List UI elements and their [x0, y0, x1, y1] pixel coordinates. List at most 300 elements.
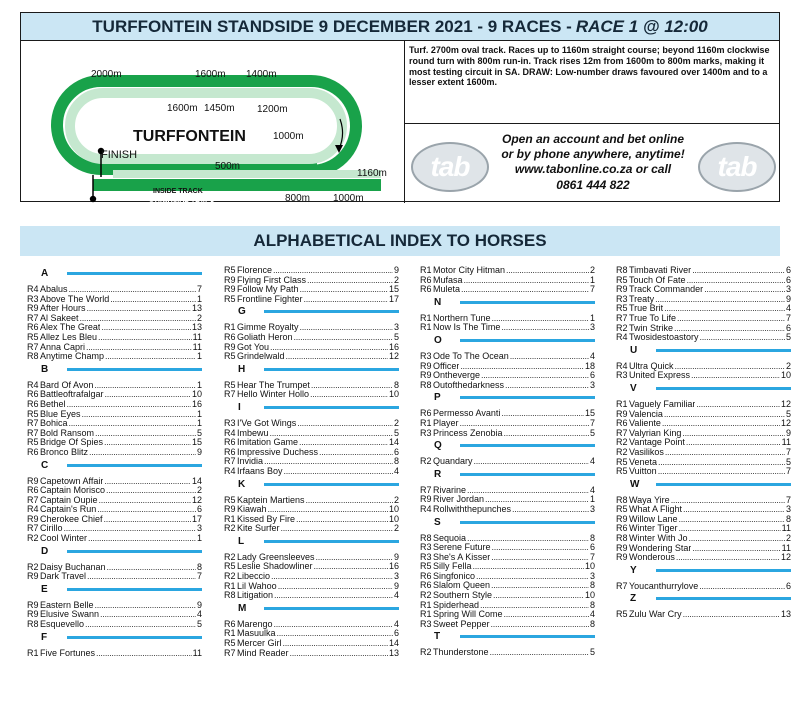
horse-name: Above The World	[40, 294, 110, 304]
leader-dots	[658, 467, 785, 477]
race-number: R6	[27, 322, 39, 333]
leader-dots	[297, 419, 393, 429]
race-number: R3	[420, 542, 432, 553]
race-number: R9	[224, 341, 236, 352]
saddle-number: 9	[393, 265, 399, 275]
horse-name: Youcanthurrylove	[629, 581, 699, 591]
race-number: R9	[27, 475, 39, 486]
horse-name: Captain Oupie	[40, 495, 98, 505]
leader-dots	[490, 648, 589, 658]
race-number: R6	[27, 389, 39, 400]
race-number: R4	[27, 284, 39, 294]
horse-name: Hear The Trumpet	[237, 380, 310, 390]
marker-1000m: 1000m	[333, 193, 364, 204]
saddle-number: 9	[196, 446, 202, 457]
horse-name: Capetown Affair	[40, 476, 104, 486]
letter-section-header	[420, 438, 595, 457]
leader-dots	[464, 276, 589, 286]
leader-dots	[87, 304, 191, 314]
saddle-number: 8	[393, 379, 399, 390]
leader-dots	[476, 572, 589, 582]
saddle-number: 2	[196, 312, 202, 323]
race-number: R5	[616, 466, 628, 477]
section-divider	[264, 368, 399, 371]
horse-name: Sequoia	[433, 533, 467, 543]
race-number: R4	[27, 504, 39, 515]
race-number: R3	[420, 350, 432, 361]
saddle-number: 1	[196, 379, 202, 390]
leader-dots	[655, 295, 785, 305]
saddle-number: 10	[780, 370, 791, 381]
race-number: R7	[27, 494, 39, 505]
section-letter: D	[41, 545, 49, 557]
saddle-number: 1	[589, 274, 595, 285]
saddle-number: 11	[192, 647, 202, 658]
horse-name: Wondering Star	[629, 543, 692, 553]
leader-dots	[491, 553, 589, 563]
race-title	[21, 13, 779, 41]
track-map	[21, 41, 405, 206]
saddle-number: 6	[589, 542, 595, 553]
race-number: R8	[420, 532, 432, 543]
horse-name: Willow Lane	[629, 514, 678, 524]
horse-name: Got You	[237, 342, 270, 352]
horse-entry	[420, 285, 595, 295]
horse-entry	[616, 276, 791, 286]
race-number: R4	[224, 427, 236, 438]
horse-entry	[616, 438, 791, 448]
section-letter: P	[434, 392, 441, 404]
letter-section-header	[616, 591, 791, 610]
letter-section-header	[420, 295, 595, 314]
horse-name: Southern Style	[433, 591, 493, 601]
race-number: R6	[420, 580, 432, 591]
saddle-number: 11	[192, 341, 202, 352]
saddle-number: 4	[393, 465, 399, 476]
leader-dots	[67, 400, 191, 410]
horse-entry	[616, 324, 791, 334]
letter-section-header	[616, 563, 791, 582]
leader-dots	[87, 572, 196, 582]
horse-name: Litigation	[237, 591, 274, 601]
leader-dots	[679, 515, 785, 525]
letter-section-header	[420, 515, 595, 534]
horse-entry	[616, 333, 791, 343]
saddle-number: 6	[196, 504, 202, 515]
race-number: R6	[420, 274, 432, 285]
section-letter: I	[238, 401, 241, 413]
horse-entry	[27, 429, 202, 439]
section-divider	[67, 272, 202, 275]
horse-name: Valyrian King	[629, 428, 682, 438]
leader-dots	[86, 343, 192, 353]
leader-dots	[104, 438, 191, 448]
horse-entry	[616, 448, 791, 458]
horse-name: River Jordan	[433, 495, 485, 505]
horse-entry	[27, 304, 202, 314]
horse-entry	[27, 352, 202, 362]
saddle-number: 10	[584, 561, 595, 572]
race-number: R9	[27, 571, 39, 582]
horse-entry	[420, 457, 595, 467]
section-divider	[460, 521, 595, 524]
race-number: R2	[27, 533, 39, 544]
horse-entry	[616, 467, 791, 477]
horse-entry	[224, 649, 399, 659]
saddle-number: 3	[393, 322, 399, 333]
saddle-number: 2	[393, 417, 399, 428]
section-divider	[264, 607, 399, 610]
saddle-number: 12	[780, 398, 791, 409]
horse-entry	[27, 496, 202, 506]
race-number: R6	[224, 446, 236, 457]
horse-entry	[27, 486, 202, 496]
race-number: R6	[27, 446, 39, 457]
horse-entry	[27, 524, 202, 534]
horse-entry	[27, 505, 202, 515]
leader-dots	[662, 419, 780, 429]
tab-logo-left	[411, 142, 489, 192]
race-number: R7	[27, 418, 39, 429]
horse-name: Singfonico	[433, 571, 476, 581]
horse-entry	[224, 390, 399, 400]
section-divider	[656, 569, 791, 572]
race-number: R7	[420, 484, 432, 495]
horse-name: Cirillo	[40, 524, 63, 534]
leader-dots	[271, 572, 393, 582]
horse-name: Hello Winter Hollo	[237, 390, 310, 400]
letter-section-header	[27, 362, 202, 381]
horse-name: Masuulka	[237, 629, 276, 639]
horse-entry	[420, 371, 595, 381]
horse-name: Kite Surfer	[237, 524, 280, 534]
race-number: R7	[224, 456, 236, 467]
saddle-number: 12	[780, 552, 791, 563]
horse-entry	[616, 410, 791, 420]
index-column-3	[420, 266, 595, 658]
race-number: R2	[420, 456, 432, 467]
race-number: R3	[420, 551, 432, 562]
horse-entry	[27, 323, 202, 333]
horse-name: True To Life	[629, 313, 677, 323]
horse-entry	[616, 362, 791, 372]
leader-dots	[467, 534, 589, 544]
leader-dots	[510, 352, 589, 362]
horse-name: Cherokee Chief	[40, 514, 103, 524]
section-letter: G	[238, 306, 246, 318]
horse-entry	[420, 572, 595, 582]
saddle-number: 9	[393, 580, 399, 591]
marker-1400m: 1400m	[246, 69, 277, 80]
saddle-number: 4	[589, 609, 595, 620]
leader-dots	[504, 610, 589, 620]
horse-name: Goliath Heron	[237, 332, 293, 342]
saddle-number: 5	[196, 427, 202, 438]
track-description: Turf. 2700m oval track. Races up to 1160m straight course; beyond 1160m clockwise round turn with 800m run-in. Track rises 12m from 1600m to 800m marks, making it most testing circuit in SA. DRAW: Low-number draws favoured over 1400m and to a lesser extent 1600m.	[409, 45, 770, 88]
horse-name: Lil Wahoo	[237, 581, 277, 591]
index-column-4	[616, 266, 791, 620]
saddle-number: 1	[196, 293, 202, 304]
saddle-number: 1	[196, 351, 202, 362]
horse-name: Esquevello	[40, 620, 85, 630]
leader-dots	[664, 410, 785, 420]
horse-name: Grindelwald	[237, 352, 285, 362]
horse-entry	[224, 505, 399, 515]
letter-section-header	[420, 333, 595, 352]
section-divider	[264, 310, 399, 313]
horse-name: Slalom Queen	[433, 581, 491, 591]
leader-dots	[512, 505, 589, 515]
race-number: R5	[616, 504, 628, 515]
saddle-number: 8	[589, 580, 595, 591]
inside-track-label: INSIDE TRACK	[153, 188, 203, 195]
race-number: R4	[616, 332, 628, 343]
race-number: R5	[27, 408, 39, 419]
leader-dots	[101, 323, 191, 333]
section-divider	[460, 444, 595, 447]
leader-dots	[687, 276, 785, 286]
leader-dots	[504, 429, 589, 439]
leader-dots	[677, 314, 785, 324]
saddle-number: 14	[388, 638, 399, 649]
saddle-number: 7	[589, 551, 595, 562]
race-number: R9	[616, 513, 628, 524]
race-number: R8	[616, 533, 628, 544]
letter-section-header	[27, 582, 202, 601]
race-number: R1	[420, 312, 432, 323]
section-divider	[460, 301, 595, 304]
letter-section-header	[27, 266, 202, 285]
advert-url[interactable]: www.tabonline.co.za or call	[514, 162, 672, 177]
saddle-number: 3	[196, 523, 202, 534]
horse-name: Silly Fella	[433, 562, 472, 572]
leader-dots	[683, 505, 785, 515]
saddle-number: 6	[785, 580, 791, 591]
horse-entry	[27, 601, 202, 611]
saddle-number: 8	[196, 561, 202, 572]
start-post	[90, 196, 96, 202]
saddle-number: 7	[785, 312, 791, 323]
leader-dots	[676, 553, 780, 563]
horse-entry	[420, 409, 595, 419]
horse-name: Vaguely Familiar	[629, 399, 696, 409]
leader-dots	[704, 285, 785, 295]
race-number: R5	[224, 293, 236, 304]
leader-dots	[700, 333, 785, 343]
leader-dots	[316, 553, 393, 563]
leader-dots	[691, 371, 780, 381]
horse-entry	[27, 343, 202, 353]
letter-section-header	[224, 601, 399, 620]
race-number: R2	[420, 590, 432, 601]
horse-name: What A Flight	[629, 505, 683, 515]
race-number: R5	[224, 265, 236, 275]
horse-name: Al Sakeet	[40, 313, 79, 323]
race-number: R6	[224, 331, 236, 342]
saddle-number: 4	[589, 350, 595, 361]
horse-name: Princess Zenobia	[433, 428, 503, 438]
saddle-number: 6	[785, 265, 791, 275]
race-number: R9	[224, 274, 236, 285]
leader-dots	[82, 410, 196, 420]
horse-entry	[224, 285, 399, 295]
race-number: R5	[616, 456, 628, 467]
marker-inner-1200m: 1200m	[257, 104, 288, 115]
horse-name: Kiawah	[237, 505, 267, 515]
horse-entry	[27, 515, 202, 525]
saddle-number: 6	[393, 628, 399, 639]
horse-entry	[224, 496, 399, 506]
leader-dots	[314, 562, 388, 572]
standside-track-strip	[93, 179, 381, 191]
saddle-number: 17	[191, 513, 202, 524]
horse-name: Timbavati River	[629, 266, 692, 275]
leader-dots	[274, 591, 393, 601]
horse-name: Irfaans Boy	[237, 466, 283, 476]
leader-dots	[286, 352, 388, 362]
race-number: R3	[616, 293, 628, 304]
horse-name: Rivarine	[433, 485, 467, 495]
saddle-number: 9	[785, 293, 791, 304]
saddle-number: 3	[393, 571, 399, 582]
saddle-number: 11	[781, 523, 791, 534]
horse-entry	[616, 371, 791, 381]
horse-entry	[420, 562, 595, 572]
saddle-number: 1	[196, 418, 202, 429]
saddle-number: 4	[393, 618, 399, 629]
leader-dots	[300, 323, 393, 333]
saddle-number: 8	[589, 599, 595, 610]
horse-entry	[420, 486, 595, 496]
horse-name: Vuitton	[629, 467, 657, 477]
horse-name: Twin Strike	[629, 323, 674, 333]
horse-entry	[224, 457, 399, 467]
saddle-number: 12	[388, 351, 399, 362]
leader-dots	[104, 515, 191, 525]
saddle-number: 10	[388, 513, 399, 524]
race-number: R9	[224, 504, 236, 515]
horse-entry	[616, 295, 791, 305]
race-number: R5	[27, 331, 39, 342]
horse-entry	[420, 429, 595, 439]
section-letter: T	[434, 631, 441, 643]
horse-name: Leslie Shadowliner	[237, 562, 313, 572]
horse-name: Five Fortunes	[40, 648, 96, 658]
horse-name: Ultra Quick	[629, 361, 674, 371]
horse-entry	[224, 582, 399, 592]
saddle-number: 3	[785, 284, 791, 295]
section-letter: N	[434, 296, 442, 308]
horse-name: Invidia	[237, 457, 264, 467]
race-number: R7	[27, 341, 39, 352]
leader-dots	[99, 496, 191, 506]
race-number: R6	[420, 408, 432, 419]
race-number: R1	[224, 513, 236, 524]
index-banner	[20, 226, 780, 256]
race-number: R2	[616, 437, 628, 448]
letter-section-header	[27, 458, 202, 477]
saddle-number: 6	[393, 446, 399, 457]
race-number: R8	[420, 379, 432, 390]
race-number: R8	[616, 494, 628, 505]
marker-inner-1450m: 1450m	[204, 103, 235, 114]
race-number: R7	[224, 389, 236, 400]
horse-name: Spring Will Come	[433, 610, 503, 620]
tab-advert	[405, 123, 779, 201]
section-divider	[264, 483, 399, 486]
saddle-number: 7	[785, 446, 791, 457]
horse-entry	[224, 323, 399, 333]
saddle-number: 13	[191, 322, 202, 333]
horse-name: Kissed By Fire	[237, 514, 296, 524]
race-number: R7	[616, 312, 628, 323]
leader-dots	[294, 333, 393, 343]
race-number: R3	[27, 293, 39, 304]
saddle-number: 12	[780, 418, 791, 429]
saddle-number: 10	[584, 590, 595, 601]
section-divider	[656, 483, 791, 486]
saddle-number: 13	[780, 609, 791, 620]
horse-entry	[27, 410, 202, 420]
horse-name: Alex The Great	[40, 323, 101, 333]
race-number: R1	[224, 322, 236, 333]
leader-dots	[268, 505, 388, 515]
marker-1600m: 1600m	[195, 69, 226, 80]
saddle-number: 4	[196, 609, 202, 620]
horse-entry	[224, 333, 399, 343]
horse-entry	[420, 601, 595, 611]
section-letter: F	[41, 631, 48, 643]
section-divider	[264, 406, 399, 409]
horse-entry	[27, 572, 202, 582]
section-divider	[67, 464, 202, 467]
race-number: R5	[616, 274, 628, 285]
race-number: R7	[27, 312, 39, 323]
race-number: R5	[224, 494, 236, 505]
horse-name: Motor City Hitman	[433, 266, 506, 275]
leader-dots	[493, 591, 584, 601]
horse-name: Bard Of Avon	[40, 380, 94, 390]
race-number: R7	[616, 580, 628, 591]
saddle-number: 12	[191, 494, 202, 505]
saddle-number: 3	[589, 322, 595, 333]
horse-entry	[27, 285, 202, 295]
horse-entry	[616, 610, 791, 620]
section-divider	[656, 387, 791, 390]
letter-section-header	[224, 477, 399, 496]
horse-name: Abalus	[40, 285, 68, 294]
section-letter: Z	[630, 593, 637, 605]
horse-entry	[27, 390, 202, 400]
saddle-number: 10	[191, 389, 202, 400]
horse-entry	[224, 352, 399, 362]
leader-dots	[307, 276, 393, 286]
race-number: R9	[616, 284, 628, 295]
horse-name: Twosidestoastory	[629, 333, 699, 343]
saddle-number: 11	[781, 437, 791, 448]
horse-entry	[224, 591, 399, 601]
race-title-race: RACE 1 @ 12:00	[575, 16, 708, 36]
saddle-number: 15	[584, 408, 595, 419]
leader-dots	[107, 563, 196, 573]
saddle-number: 6	[785, 322, 791, 333]
race-number: R1	[616, 398, 628, 409]
race-number: R3	[420, 427, 432, 438]
leader-dots	[481, 371, 589, 381]
race-number: R9	[616, 408, 628, 419]
leader-dots	[683, 610, 780, 620]
horse-entry	[27, 438, 202, 448]
